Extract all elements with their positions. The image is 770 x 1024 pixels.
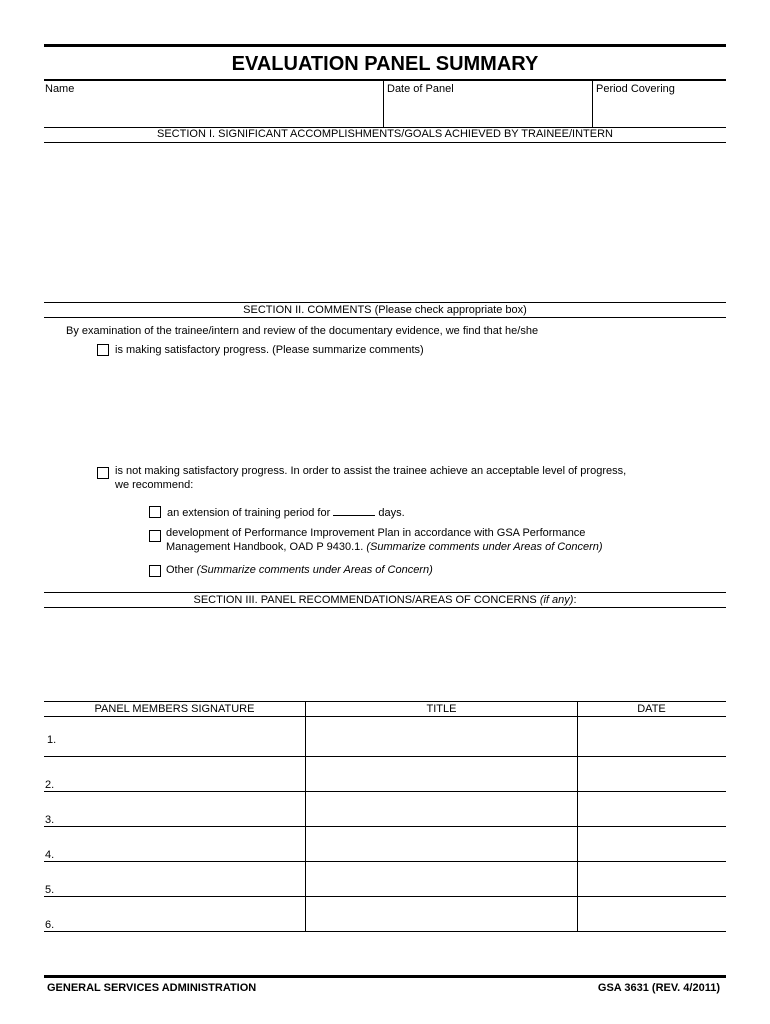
period-covering-label: Period Covering — [596, 83, 675, 95]
extension-checkbox[interactable] — [149, 506, 161, 518]
row-rule-6 — [44, 931, 726, 932]
other-checkbox[interactable] — [149, 565, 161, 577]
pip-label-line1: development of Performance Improvement Plan in accordance with GSA Performance — [166, 527, 586, 539]
date-of-panel-field[interactable] — [385, 97, 590, 125]
footer-rule — [44, 975, 726, 978]
satisfactory-label: is making satisfactory progress. (Please summarize comments) — [115, 344, 424, 356]
row-number-4: 4. — [45, 849, 55, 861]
not-satisfactory-label-line2: we recommend: — [115, 479, 194, 491]
other-label-plain: Other — [166, 564, 197, 576]
name-field[interactable] — [44, 97, 382, 125]
section1-heading: SECTION I. SIGNIFICANT ACCOMPLISHMENTS/GOALS ACHIEVED BY TRAINEE/INTERN — [157, 128, 613, 140]
header-divider-2 — [592, 81, 593, 127]
row-rule-4 — [44, 861, 726, 862]
extension-label-after: days. — [378, 507, 405, 519]
form-number: GSA 3631 (REV. 4/2011) — [597, 982, 720, 994]
date-field-1[interactable] — [579, 718, 724, 755]
row-rule-2 — [44, 791, 726, 792]
header-divider-1 — [383, 81, 384, 127]
section3-top-rule — [44, 592, 726, 593]
signature-table-top-rule — [44, 701, 726, 702]
top-rule — [44, 44, 726, 47]
section2-bottom-rule — [44, 317, 726, 318]
section3-bottom-rule — [44, 607, 726, 608]
pip-label-line2 — [166, 541, 603, 554]
pip-checkbox[interactable] — [149, 530, 161, 542]
pip-label-line2-plain: Management Handbook, OAD P 9430.1. — [166, 541, 367, 553]
extension-label — [167, 505, 405, 520]
section2-top-rule — [44, 302, 726, 303]
section3-heading-italic: (if any) — [539, 594, 574, 606]
signature-field-1[interactable] — [60, 718, 303, 755]
name-label: Name — [45, 83, 75, 95]
extension-days-field[interactable] — [333, 505, 375, 516]
row-number-5: 5. — [45, 884, 55, 896]
satisfactory-comments-area[interactable] — [115, 362, 715, 458]
agency-name: GENERAL SERVICES ADMINISTRATION — [47, 982, 257, 994]
other-label — [166, 564, 433, 577]
row-rule-5 — [44, 896, 726, 897]
row-number-1: 1. — [47, 734, 57, 746]
not-satisfactory-checkbox[interactable] — [97, 467, 109, 479]
date-of-panel-label: Date of Panel — [387, 83, 454, 95]
title-column-header: TITLE — [426, 703, 457, 715]
section3-text-area[interactable] — [44, 609, 726, 699]
not-satisfactory-label-line1: is not making satisfactory progress. In order to assist the trainee achieve an acceptable level of progress, — [115, 465, 627, 477]
row-number-6: 6. — [45, 919, 55, 931]
signature-column-header: PANEL MEMBERS SIGNATURE — [94, 703, 255, 715]
section2-intro: By examination of the trainee/intern and review of the documentary evidence, we find that he/she — [66, 325, 539, 337]
title-rule — [44, 79, 726, 81]
form-title: EVALUATION PANEL SUMMARY — [231, 53, 539, 75]
section1-text-area[interactable] — [44, 144, 726, 300]
extension-label-before: an extension of training period for — [167, 507, 331, 519]
row-rule-3 — [44, 826, 726, 827]
other-label-italic: (Summarize comments under Areas of Concern) — [196, 564, 433, 576]
date-column-header: DATE — [637, 703, 666, 715]
section3-heading-plain: SECTION III. PANEL RECOMMENDATIONS/AREAS OF CONCERNS — [193, 594, 540, 606]
row-number-3: 3. — [45, 814, 55, 826]
section2-heading: SECTION II. COMMENTS (Please check appropriate box) — [243, 304, 527, 316]
section1-bottom-rule — [44, 142, 726, 143]
section3-heading-suffix: : — [573, 594, 577, 606]
period-covering-field[interactable] — [594, 97, 725, 125]
row-number-2: 2. — [45, 779, 55, 791]
pip-label-line2-italic: (Summarize comments under Areas of Concern) — [366, 541, 603, 553]
signature-table-header-rule — [44, 716, 726, 717]
row-rule-1 — [44, 756, 726, 757]
satisfactory-checkbox[interactable] — [97, 344, 109, 356]
title-field-1[interactable] — [307, 718, 575, 755]
section3-heading — [44, 594, 726, 607]
